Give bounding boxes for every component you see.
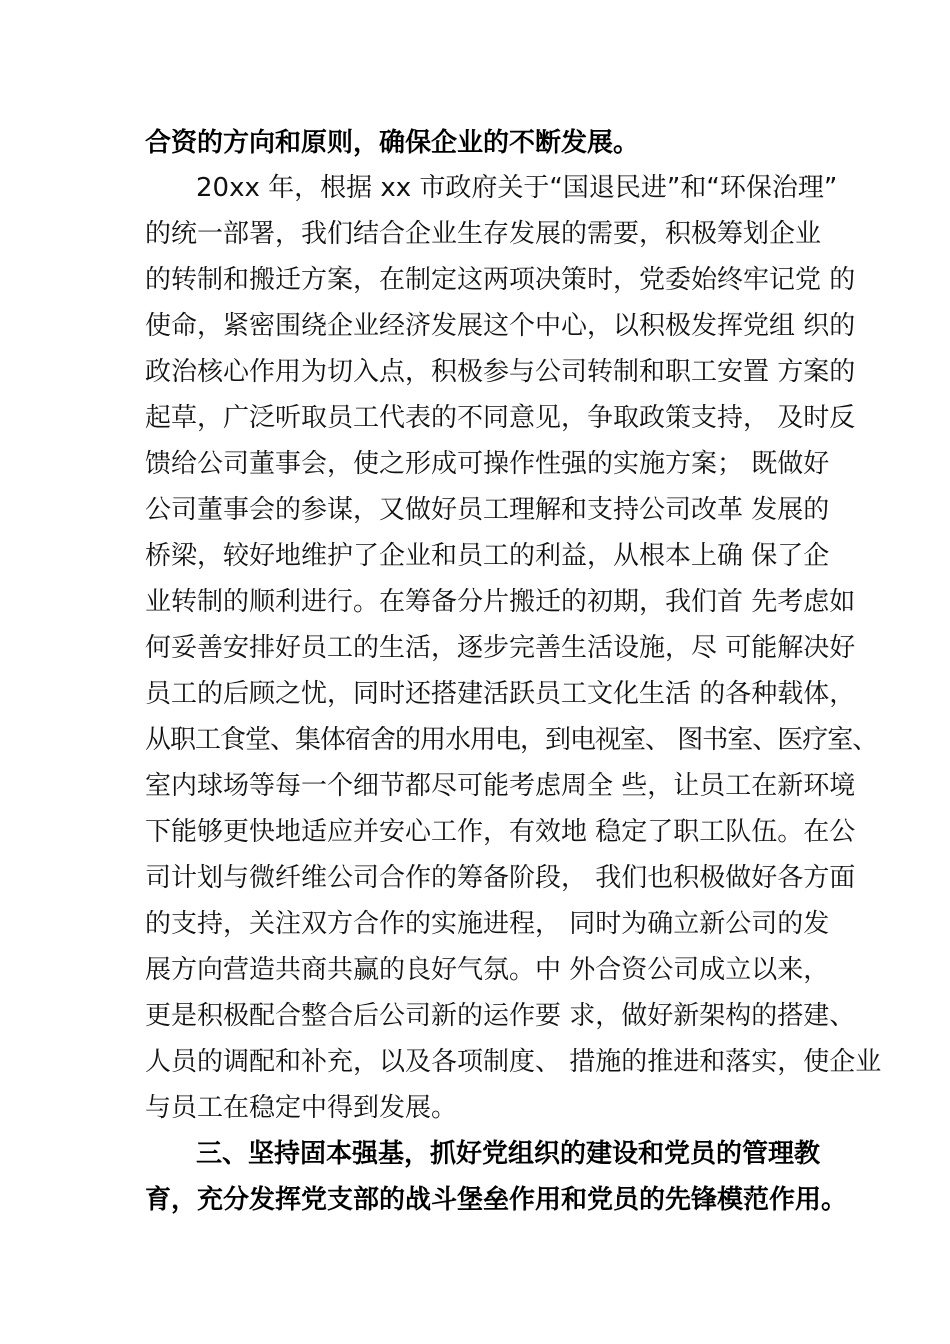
- text-line-14: 从职工食堂、集体宿舍的用水用电，到电视室、 图书室、医疗室、: [145, 725, 878, 755]
- text-line-21: 人员的调配和补充，以及各项制度、 措施的推进和落实，使企业: [145, 1047, 882, 1077]
- text-line-7: 起草，广泛听取员工代表的不同意见，争取政策支持， 及时反: [145, 403, 856, 433]
- text-line-5: 使命，紧密围绕企业经济发展这个中心，以积极发挥党组 织的: [145, 311, 856, 341]
- text-line-1: 合资的方向和原则，确保企业的不断发展。: [145, 128, 640, 158]
- text-line-15: 室内球场等每一个细节都尽可能考虑周全 些，让员工在新环境: [145, 771, 856, 801]
- text-line-3: 的统一部署，我们结合企业生存发展的需要，积极筹划企业: [145, 219, 822, 249]
- text-line-6: 政治核心作用为切入点，积极参与公司转制和职工安置 方案的: [145, 357, 856, 387]
- text-line-20: 更是积极配合整合后公司新的运作要 求，做好新架构的搭建、: [145, 1001, 856, 1031]
- paragraph-first-line: 20xx 年，根据 xx 市政府关于“国退民进”和“环保治理”: [196, 173, 838, 203]
- text-line-8: 馈给公司董事会，使之形成可操作性强的实施方案； 既做好: [145, 449, 830, 479]
- text-line-10: 桥梁，较好地维护了企业和员工的利益，从根本上确 保了企: [145, 541, 830, 571]
- text-line-4: 的转制和搬迁方案，在制定这两项决策时，党委始终牢记党 的: [145, 265, 856, 295]
- text-line-18: 的支持，关注双方合作的实施进程， 同时为确立新公司的发: [145, 909, 830, 939]
- text-line-11: 业转制的顺利进行。在筹备分片搬迁的初期，我们首 先考虑如: [145, 587, 856, 617]
- text-line-16: 下能够更快地适应并安心工作，有效地 稳定了职工队伍。在公: [145, 817, 856, 847]
- text-line-19: 展方向营造共商共赢的良好气氛。中 外合资公司成立以来，: [145, 955, 830, 985]
- text-line-17: 司计划与微纤维公司合作的筹备阶段， 我们也积极做好各方面: [145, 863, 856, 893]
- section-heading-line-2: 育，充分发挥党支部的战斗堡垒作用和党员的先锋模范作用。: [145, 1185, 848, 1215]
- text-line-12: 何妥善安排好员工的生活，逐步完善生活设施，尽 可能解决好: [145, 633, 856, 663]
- text-line-9: 公司董事会的参谋，又做好员工理解和支持公司改革 发展的: [145, 495, 830, 525]
- text-line-22: 与员工在稳定中得到发展。: [145, 1093, 458, 1123]
- section-heading-line-1: 三、坚持固本强基，抓好党组织的建设和党员的管理教: [196, 1139, 821, 1169]
- text-line-13: 员工的后顾之忧，同时还搭建活跃员工文化生活 的各种载体，: [145, 679, 856, 709]
